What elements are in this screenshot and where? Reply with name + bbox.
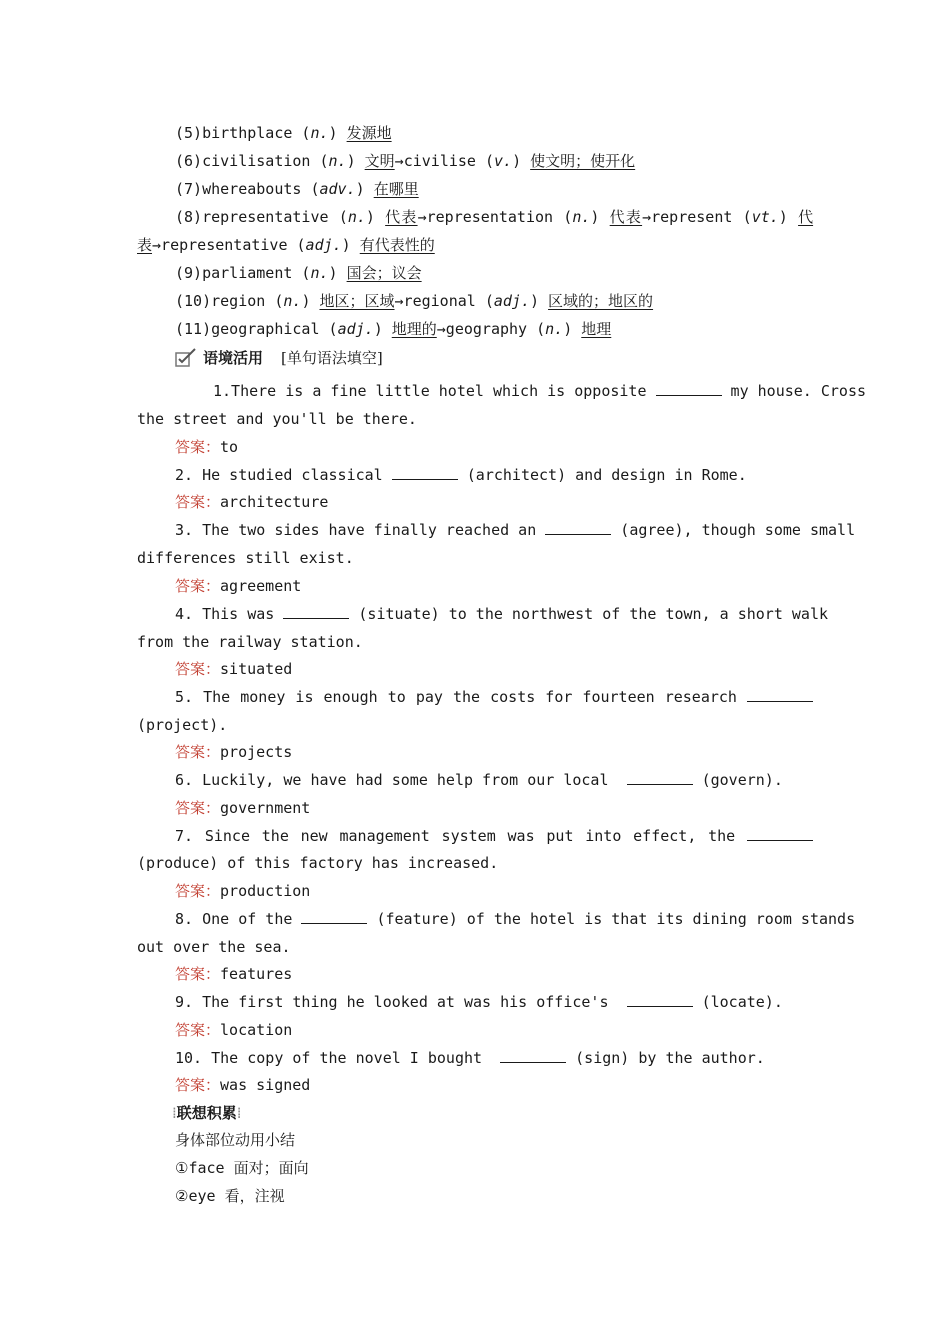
answer-blank[interactable] (301, 909, 367, 924)
checklist-pen-icon (175, 348, 197, 368)
vocab-item-8-cont: 表→representative (adj.) 有代表性的 (137, 236, 435, 254)
question-2: 2. He studied classical (architect) and design in Rome. (175, 466, 747, 484)
question-3-cont: differences still exist. (137, 549, 354, 567)
answer-2: 答案：architecture (175, 493, 329, 511)
question-7: 7. Since the new management system was put into effect, the (175, 826, 813, 846)
vocab-item-8: (8)representative (n.) 代表→representation (n.) 代表→represent (vt.) 代 (175, 208, 814, 226)
question-6: 6. Luckily, we have had some help from our local (govern). (175, 771, 783, 789)
section-subtitle: [单句语法填空] (281, 349, 383, 367)
section-heading (175, 347, 383, 368)
answer-blank[interactable] (747, 687, 813, 702)
assoc-heading: ⁞联想积累⁞ (172, 1104, 242, 1122)
answer-blank[interactable] (656, 381, 722, 396)
answer-blank[interactable] (747, 826, 813, 841)
question-1: 1.There is a fine little hotel which is opposite my house. Cross (213, 382, 867, 400)
question-3: 3. The two sides have finally reached an (agree), though some small (175, 521, 856, 539)
question-4: 4. This was (situate) to the northwest of the town, a short walk (175, 605, 829, 623)
vocab-item-7: (7)whereabouts (adv.) 在哪里 (175, 180, 419, 198)
answer-3: 答案：agreement (175, 577, 302, 595)
answer-1: 答案：to (175, 438, 239, 456)
vocab-item-9: (9)parliament (n.) 国会；议会 (175, 264, 422, 282)
vocab-item-10: (10)region (n.) 地区；区域→regional (adj.) 区域的；地区的 (175, 292, 654, 310)
answer-blank[interactable] (627, 770, 693, 785)
question-7-cont: (produce) of this factory has increased. (137, 854, 499, 872)
answer-5: 答案：projects (175, 743, 293, 761)
question-8: 8. One of the (feature) of the hotel is that its dining room stands (175, 910, 856, 928)
answer-7: 答案：production (175, 882, 311, 900)
answer-blank[interactable] (392, 465, 458, 480)
vocab-item-6: (6)civilisation (n.) 文明→civilise (v.) 使文明；使开化 (175, 152, 636, 170)
answer-blank[interactable] (545, 520, 611, 535)
assoc-item-2: ②eye 看，注视 (175, 1187, 285, 1205)
question-8-cont: out over the sea. (137, 938, 291, 956)
question-5-cont: (project). (137, 716, 228, 734)
answer-blank[interactable] (283, 604, 349, 619)
section-title: 语境活用 (203, 349, 264, 367)
question-4-cont: from the railway station. (137, 633, 363, 651)
question-1-cont: the street and you'll be there. (137, 410, 417, 428)
question-9: 9. The first thing he looked at was his office's (locate). (175, 993, 783, 1011)
vocab-item-5: (5)birthplace (n.) 发源地 (175, 124, 392, 142)
assoc-item-1: ①face 面对；面向 (175, 1159, 309, 1177)
answer-blank[interactable] (500, 1048, 566, 1063)
answer-9: 答案：location (175, 1021, 293, 1039)
question-5: 5. The money is enough to pay the costs for fourteen research (175, 687, 813, 707)
assoc-subtitle: 身体部位动用小结 (175, 1131, 296, 1149)
answer-blank[interactable] (627, 992, 693, 1007)
answer-6: 答案：government (175, 799, 311, 817)
question-10: 10. The copy of the novel I bought (sign) by the author. (175, 1049, 765, 1067)
answer-8: 答案：features (175, 965, 293, 983)
answer-10: 答案：was signed (175, 1076, 311, 1094)
answer-4: 答案：situated (175, 660, 293, 678)
vocab-item-11: (11)geographical (adj.) 地理的→geography (n.) 地理 (175, 320, 612, 338)
